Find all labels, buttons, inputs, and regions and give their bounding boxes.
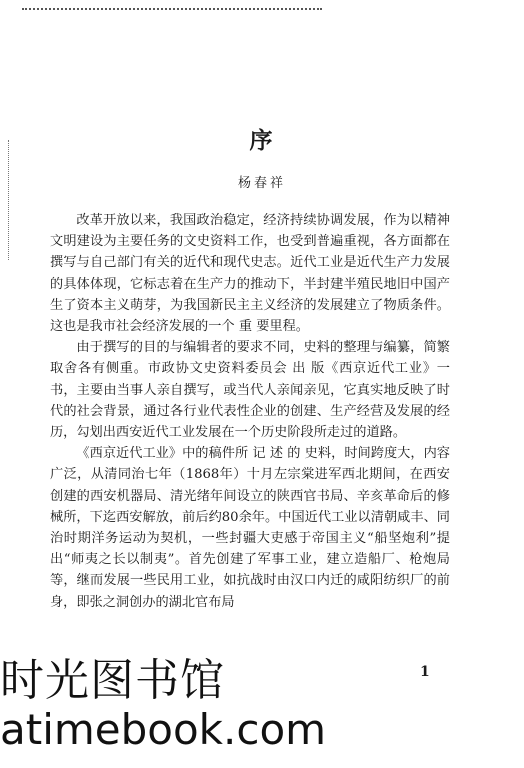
paragraph-2: 由于撰写的目的与编辑者的要求不同，史料的整理与编纂，简繁取舍各有侧重。市政协文史资料委员会 出 版《西京近代工业》一书，主要由当事人亲自撰写，或当代人亲闻亲见，它真实地反映了时代的社会背景，通过各行业代表性企业的创建、生产经营及发展的经历，勾划出西安近代工业发展在一个历史阶段所走过的道路。 [50,340,450,441]
paragraph-3: 《西京近代工业》中的稿件所 记 述 的 史料，时间跨度大，内容广泛，从清同治七年（1868年）十月左宗棠进军西北期间，在西安创建的西安机器局、清光绪年间设立的陕西官书局、辛亥革命后的修械所，下迄西安解放，前后约80余年。中国近代工业以清朝咸丰、同治时期洋务运动为契机，一些封疆大吏感于帝国主义“船坚炮利”提出“师夷之长以制夷”。首先创建了军事工业，建立造船厂、枪炮局等，继而发展一些民用工业，如抗战时由汉口内迁的咸阳纺织厂的前身，即张之洞创办的湖北官布局 [50,446,450,610]
page-number: 1 [420,664,430,680]
paragraph-1: 改革开放以来，我国政治稳定，经济持续协调发展，作为以精神文明建设为主要任务的文史资料工作，也受到普遍重视，各方面都在撰写与自己部门有关的近代和现代史志。近代工业是近代生产力发展的具体体现，它标志着在生产力的推动下，半封建半殖民地旧中国产生了资本主义萌芽，为我国新民主主义经济的发展建立了物质条件。这也是我市社会经济发展的一个 重 要里程。 [50,213,450,335]
author-name: 杨春祥 [237,176,286,191]
left-margin-mark [8,140,9,260]
watermark-url: atimebook.com [0,705,327,754]
top-dotted-rule [22,8,322,10]
preface-body [50,210,450,613]
watermark-site-name: 时光图书馆 [0,655,225,706]
page-title: 序 [249,127,275,154]
